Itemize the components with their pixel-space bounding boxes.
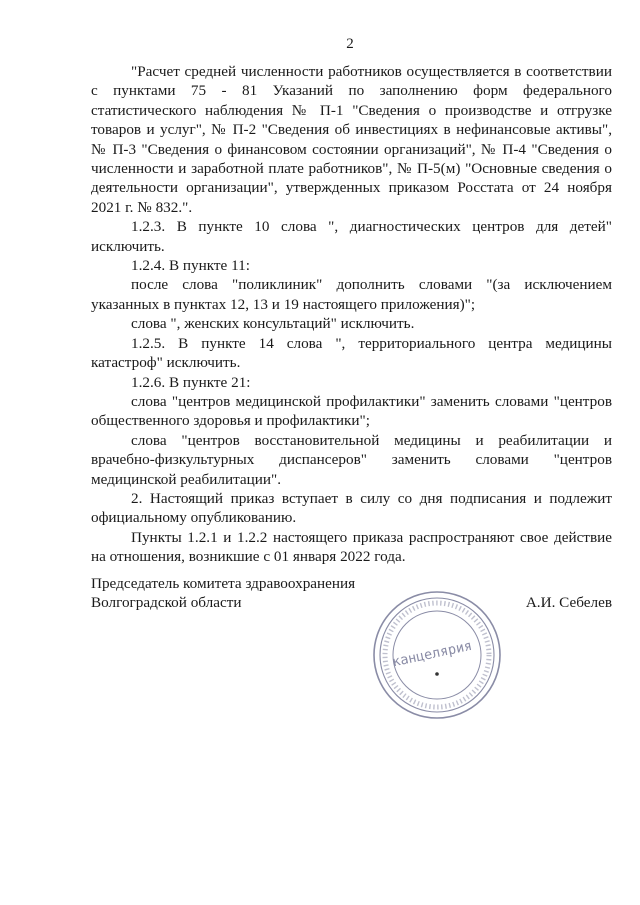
paragraph-1-2-4: 1.2.4. В пункте 11:	[131, 257, 250, 275]
stamp-label: канцелярия	[390, 637, 474, 671]
paragraph-1-2-5: 1.2.5. В пункте 14 слова ", территориального центра медицины катастроф" исключить.	[91, 334, 612, 372]
document-body	[91, 62, 612, 567]
signatory-position-line-1: Председатель комитета здравоохранения	[91, 575, 356, 592]
office-stamp	[370, 588, 504, 722]
page-number: 2	[346, 36, 354, 52]
signatory-name: А.И. Себелев	[525, 594, 612, 612]
stamp-center-dot	[435, 672, 439, 676]
paragraph-retroactive-effect: Пункты 1.2.1 и 1.2.2 настоящего приказа распространяют свое действие на отношения, возникшие с 01 января 2022 года.	[91, 528, 612, 566]
paragraph-1-2-4-exclusion: слова ", женских консультаций" исключить.	[131, 315, 415, 333]
paragraph-1-2-6: 1.2.6. В пункте 21:	[131, 373, 251, 391]
paragraph-1-2-6-replace-2: слова "центров восстановительной медицины и реабилитации и врачебно-физкультурных диспансеров" заменить словами "центров медицинской реабилитации".	[91, 431, 612, 488]
signatory-position-line-2: Волгоградской области	[91, 594, 242, 612]
paragraph-1-2-4-addition: после слова "поликлиник" дополнить словами "(за исключением указанных в пунктах 12, 13 и 19 настоящего приложения)";	[91, 276, 612, 313]
paragraph-1-2-3: 1.2.3. В пункте 10 слова ", диагностических центров для детей" исключить.	[91, 218, 612, 255]
paragraph-average-headcount: "Расчет средней численности работников осуществляется в соответствии с пунктами 75 - 81 Указаний по заполнению форм федерального статистического наблюдения № П-1 "Сведения о производстве и отгрузке товаров и услуг", № П-2 "Сведения об инвестициях в нефинансовые активы", № П-3 "Сведения о финансовом состоянии организаций", № П-4 "Сведения о численности и заработной плате работников", № П-5(м) "Основные сведения о деятельности организации", утвержденных приказом Росстата от 24 ноября 2021 г. № 832.".	[91, 63, 612, 216]
signatory-position	[91, 574, 355, 613]
paragraph-effective-date: 2. Настоящий приказ вступает в силу со дня подписания и подлежит официальному опубликованию.	[91, 489, 612, 527]
paragraph-1-2-6-replace-1: слова "центров медицинской профилактики" заменить словами "центров общественного здоровья и профилактики";	[91, 392, 612, 430]
